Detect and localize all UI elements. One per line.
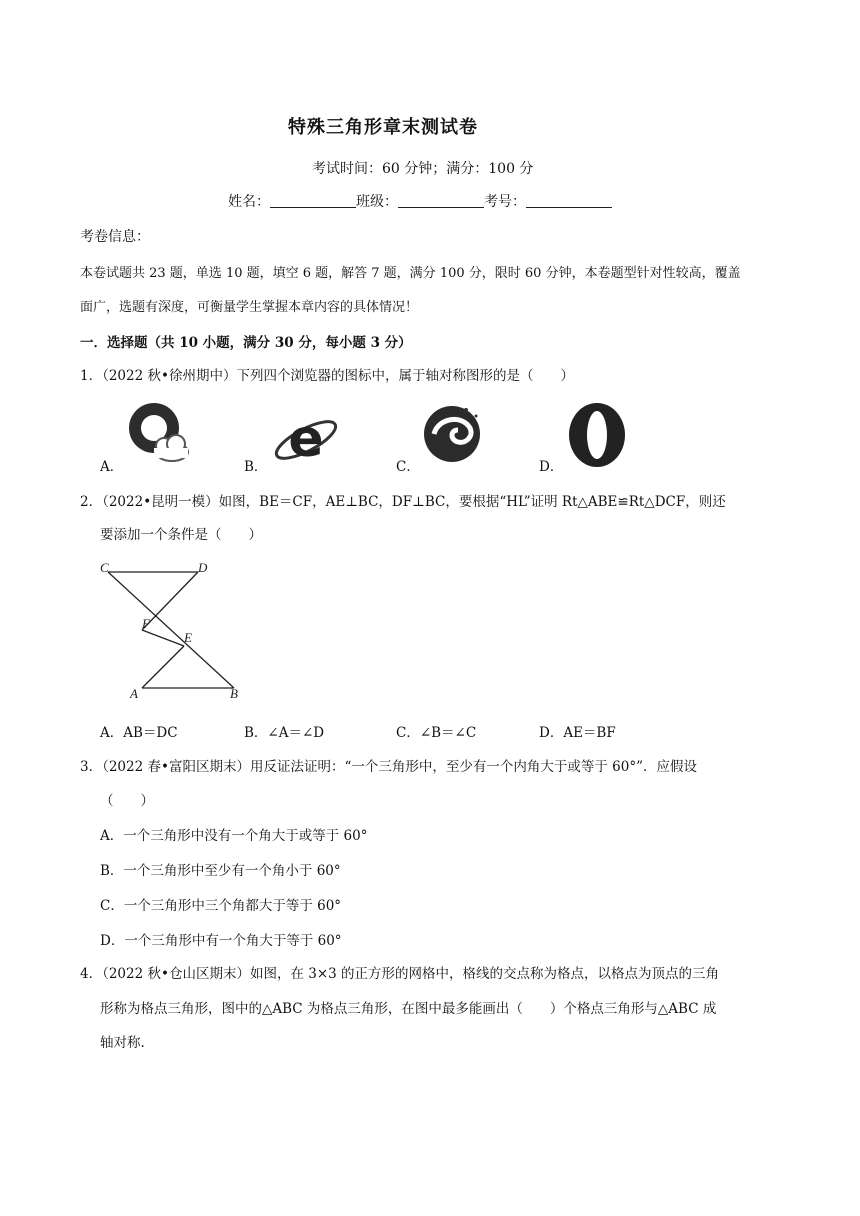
name-blank[interactable] [270, 195, 356, 208]
q3-option-a: A．一个三角形中没有一个角大于或等于 60° [100, 828, 368, 844]
number-blank[interactable] [526, 195, 612, 208]
svg-text:e: e [288, 409, 324, 469]
exam-info: 考试时间：60 分钟；满分：100 分 [312, 161, 534, 177]
label-f: F [142, 616, 150, 631]
q2-option-a: A．AB＝DC [100, 725, 178, 741]
q2-line-2: 要添加一个条件是（ ） [100, 527, 262, 543]
q1-option-b-label: B． [244, 459, 268, 475]
name-label: 姓名： [228, 194, 270, 210]
class-label: 班级： [356, 194, 398, 210]
q4-line-3: 轴对称. [100, 1035, 145, 1051]
info-line-1: 本卷试题共 23 题，单选 10 题，填空 6 题，解答 7 题，满分 100 分，限时 60 分钟，本卷题型针对性较高，覆盖 [80, 266, 741, 281]
info-heading: 考卷信息： [80, 229, 150, 245]
label-b: B [230, 686, 238, 701]
q3-option-d: D．一个三角形中有一个角大于等于 60° [100, 933, 342, 949]
q2-option-d: D．AE＝BF [539, 725, 616, 741]
q4-line-2: 形称为格点三角形，图中的△ABC 为格点三角形，在图中最多能画出（ ）个格点三角形与△ABC 成 [100, 1001, 717, 1017]
q1-text: 1．（2022 秋•徐州期中）下列四个浏览器的图标中，属于轴对称图形的是（ ） [80, 368, 574, 384]
q4-line-1: 4．（2022 秋•仓山区期末）如图，在 3×3 的正方形的网格中，格线的交点称为格点，以格点为顶点的三角 [80, 966, 720, 982]
q2-figure [96, 556, 256, 706]
q2-option-c: C．∠B＝∠C [396, 725, 477, 741]
q1-option-c-label: C． [396, 459, 420, 475]
q1-option-a-label: A． [100, 459, 124, 475]
q2-option-b: B．∠A＝∠D [244, 725, 325, 741]
q3-line-2: （ ） [100, 793, 154, 809]
opera-cloud-icon [124, 398, 192, 466]
section-heading: 一．选择题（共 10 小题，满分 30 分，每小题 3 分） [80, 335, 412, 351]
number-label: 考号： [484, 194, 526, 210]
edge-wave-icon [420, 400, 488, 468]
q2-line-1: 2．（2022•昆明一模）如图，BE＝CF，AE⊥BC，DF⊥BC，要根据“HL”证明 Rt△ABE≌Rt△DCF，则还 [80, 494, 726, 510]
q1-option-d-label: D． [539, 459, 564, 475]
q3-option-b: B．一个三角形中至少有一个角小于 60° [100, 863, 341, 879]
class-blank[interactable] [398, 195, 484, 208]
internet-explorer-icon [270, 408, 342, 470]
info-line-2: 面广，选题有深度，可衡量学生掌握本章内容的具体情况！ [80, 300, 419, 315]
label-e: E [184, 630, 192, 645]
page-title: 特殊三角形章末测试卷 [288, 117, 478, 138]
q3-line-1: 3．（2022 春•富阳区期末）用反证法证明：“一个三角形中，至少有一个内角大于或等于 60°”．应假设 [80, 759, 697, 775]
student-fields [228, 191, 612, 211]
label-a: A [130, 686, 138, 701]
opera-o-icon [566, 400, 630, 470]
label-d: D [198, 560, 208, 575]
q3-option-c: C．一个三角形中三个角都大于等于 60° [100, 898, 342, 914]
label-c: C [100, 560, 109, 575]
